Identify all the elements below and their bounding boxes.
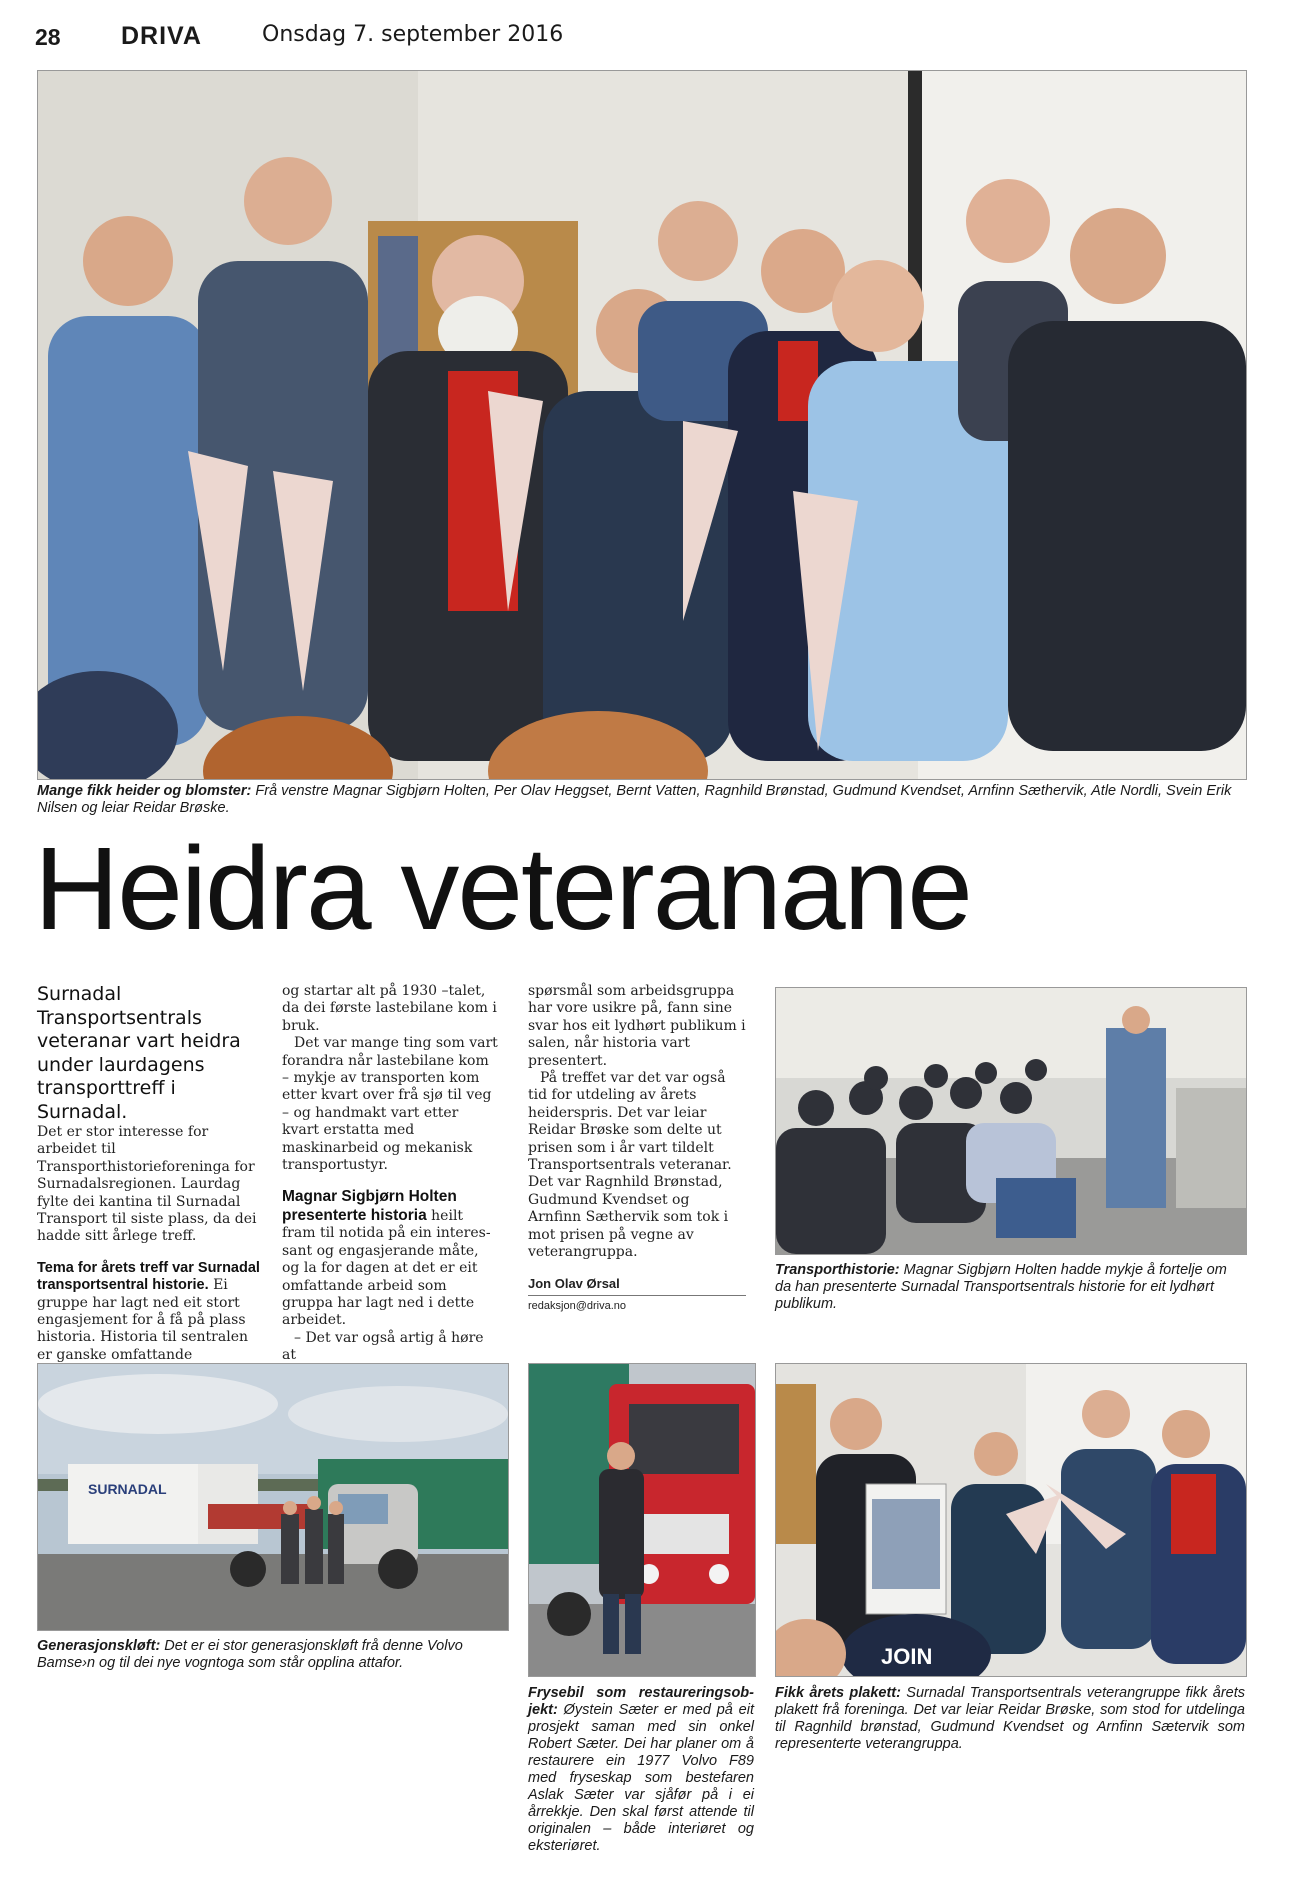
volvo-photo-caption: Frysebil som restaureringsobjekt: Øystein Sæter er med på eit prosjekt saman med sin onkel Robert Sæter. Dei har planer om å restaurere ein 1977 Volvo F89 med fryseskap som bestefaren Aslak Sæter var sjåfør på i ei årrekkje. Den skal først attende til originalen – både interiøret og eksteriøret. <box>528 1685 754 1854</box>
volvo-photo <box>528 1363 756 1677</box>
article-lead: Surnadal Transportsentrals veteranar vart heidra under laurdagens transporttreff i Surnadal. <box>37 983 241 1123</box>
paragraph: – Det var også artig å høre at <box>282 1329 484 1364</box>
paragraph: Tema for årets treff var Surnadal transportsentral historie. Ei gruppe har lagt ned eit stort engasjement for å få på plass historia. Historia til sentralen er ganske omfattande <box>37 1259 260 1363</box>
paragraph: spørsmål som arbeidsgruppa har vore usikre på, fann sine svar hos eit lydhørt publikum i salen, når historia vart presentert. <box>528 983 746 1069</box>
page-number: 28 <box>35 24 61 50</box>
paragraph: På treffet var det var også tid for utdeling av årets heiderspris. Det var leiar Reidar Brøske som delte ut prisen som i år vart tildelt Transportsentrals veteranar. Det var Ragnhild Brønstad, Gudmund Kvendset og Arnfinn Sæthervik som tok i mot prisen på vegne av veterangruppa. <box>528 1070 732 1261</box>
paragraph: Det var mange ting som vart forandra når lastebilane kom – mykje av transporten kom etter kvart over frå sjø til veg – og handmakt vart etter kvart erstatta med maskinarbeid og mekanisk transportustyr. <box>282 1035 498 1174</box>
byline: Jon Olav Ørsal <box>528 1276 746 1296</box>
trucks-photo <box>37 1363 509 1631</box>
trucks-photo-caption: Generasjonskløft: Det er ei stor generasjonskløft frå denne Volvo Bamse›n og til dei nye vogntoga som står opplina attafor. <box>37 1638 463 1671</box>
main-photo <box>37 70 1247 780</box>
issue-date: Onsdag 7. september 2016 <box>262 22 564 47</box>
paragraph: Det er stor interesse for arbeidet til Transporthistorieforeninga for Surnadalsregionen. Laurdag fylte dei kantina til Surnadal Transport til siste plass, da dei hadde sitt årlege treff. <box>37 1124 257 1245</box>
headline: Heidra veteranane <box>34 823 971 955</box>
truck-label: SURNADAL <box>88 1481 167 1497</box>
byline-email[interactable]: redaksjon@driva.no <box>528 1299 626 1312</box>
presentation-photo <box>775 987 1247 1255</box>
main-photo-caption: Mange fikk heider og blomster: Frå venstre Magnar Sigbjørn Holten, Per Olav Heggset, Bernt Vatten, Ragnhild Brønstad, Gudmund Kvendset, Arnfinn Sæthervik, Atle Nordli, Svein Erik Nilsen og leiar Reidar Brøske. <box>37 783 1232 816</box>
article-column-2 <box>282 983 498 1365</box>
plaque-photo <box>775 1363 1247 1677</box>
paragraph: og startar alt på 1930 –talet, da dei første lastebilane kom i bruk. <box>282 983 497 1034</box>
paragraph: Magnar Sigbjørn Holten presenterte historia heilt fram til notida på ein interessant og engasjerande måte, og la for dagen at det er eit omfattande arbeid som gruppa har lagt ned i dette arbeidet. <box>282 1188 491 1329</box>
article-column-3 <box>528 983 746 1312</box>
plaque-photo-caption: Fikk årets plakett: Surnadal Transportsentrals veterangruppe fikk årets plakett frå foreninga. Det var leiar Reidar Brøske, som stod for utdelinga til Ragnhild brønstad, Gudmund Kvendset og Arnfinn Sætervik som representerte veterangruppa. <box>775 1685 1245 1752</box>
presentation-photo-caption: Transporthistorie: Magnar Sigbjørn Holten hadde mykje å fortelje om da han presenterte Surnadal Transportsentrals historie for eit lydhørt publikum. <box>775 1262 1227 1312</box>
shirt-text: JOIN <box>881 1644 933 1669</box>
article-column-1 <box>37 983 265 1364</box>
newspaper-name: DRIVA <box>121 22 202 50</box>
